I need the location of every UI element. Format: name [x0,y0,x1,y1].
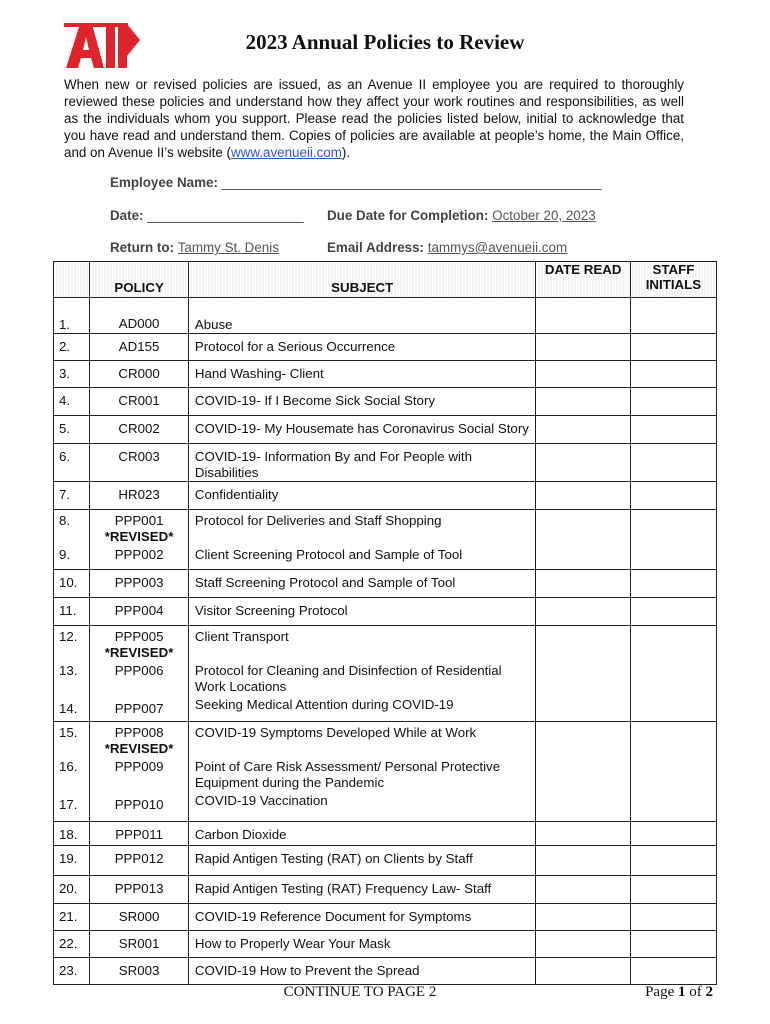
row-number-text: 7. [59,487,71,502]
row-number [54,876,90,904]
table-row [54,482,717,510]
staff-initials-cell[interactable] [630,388,716,416]
table-row [54,510,717,570]
policy-subject-text: Point of Care Risk Assessment/ Personal Protective Equipment during the Pandemic [194,759,501,790]
staff-initials-cell[interactable] [630,361,716,388]
row-number-text: 14. [59,701,78,716]
policy-subject-text: Staff Screening Protocol and Sample of Tool [194,575,456,590]
staff-initials-cell[interactable] [630,722,716,822]
staff-initials-cell[interactable] [630,334,716,361]
row-number-text: 11. [59,603,77,618]
row-number-text: 4. [59,393,71,408]
policy-subject [188,570,536,598]
staff-initials-cell[interactable] [630,876,716,904]
policy-code-text: PPP010 [114,797,164,812]
policy-subject-text: Hand Washing- Client [194,366,324,381]
policy-code-text: HR023 [118,487,160,502]
policy-subject-text: Visitor Screening Protocol [194,603,348,618]
row-number [54,482,90,510]
policy-subject-text: COVID-19- If I Become Sick Social Story [194,393,436,408]
policy-subject-text: Carbon Dioxide [194,827,287,842]
policy-subject [188,444,536,482]
revised-badge: *REVISED* [104,529,174,544]
policy-subject-text: Protocol for Deliveries and Staff Shopping [194,513,442,528]
row-number-text: 17. [59,797,78,812]
header-date-read: DATE READ [536,262,630,298]
policy-subject-text: Seeking Medical Attention during COVID-19 [194,697,454,712]
header-staff-initials: STAFF INITIALS [630,262,716,298]
row-number [54,626,90,722]
policy-subject-text: Client Transport [194,629,289,644]
policy-code-text: PPP012 [114,851,164,866]
header-number [54,262,90,298]
row-number [54,334,90,361]
table-row [54,626,717,722]
policy-code [90,931,189,958]
policy-code-text: PPP009 [114,759,164,774]
staff-initials-cell[interactable] [630,510,716,570]
page-number: Page 1 of 2 [645,984,713,1000]
policy-subject [188,931,536,958]
email-address-field: Email Address: tammys@avenueii.com [327,240,568,255]
policy-code-text: PPP006 [114,663,164,678]
staff-initials-cell[interactable] [630,958,716,985]
policy-code [90,361,189,388]
header-subject: SUBJECT [188,262,536,298]
policy-code-text: PPP003 [114,575,164,590]
table-row [54,298,717,334]
policy-code-text: PPP013 [114,881,164,896]
continue-note: CONTINUE TO PAGE 2 [283,984,437,1000]
policy-subject [188,510,536,570]
date-read-cell[interactable] [536,822,630,846]
table-row [54,958,717,985]
row-number [54,298,90,334]
staff-initials-cell[interactable] [630,904,716,931]
row-number-text: 23. [59,963,78,978]
policy-code [90,958,189,985]
date-read-cell[interactable] [536,388,630,416]
policy-subject-text: Rapid Antigen Testing (RAT) on Clients by Staff [194,851,473,866]
policy-code-text: AD155 [118,339,160,354]
policies-table [53,261,717,985]
policy-code [90,334,189,361]
staff-initials-cell[interactable] [630,822,716,846]
policy-subject-text: Protocol for Cleaning and Disinfection of Residential Work Locations [194,663,502,694]
policy-subject-text: COVID-19 How to Prevent the Spread [194,963,420,978]
table-row [54,846,717,876]
header-policy: POLICY [90,262,189,298]
policy-code-text: CR003 [118,449,160,464]
policy-code-text: CR000 [118,366,160,381]
row-number-text: 5. [59,421,71,436]
date-read-cell[interactable] [536,598,630,626]
staff-initials-cell[interactable] [630,570,716,598]
table-row [54,388,717,416]
row-number [54,510,90,570]
staff-initials-cell[interactable] [630,931,716,958]
row-number [54,570,90,598]
staff-initials-cell[interactable] [630,846,716,876]
policy-subject-text: COVID-19 Reference Document for Symptoms [194,909,472,924]
policy-subject-text: Client Screening Protocol and Sample of Tool [194,547,463,562]
policy-code-text: PPP011 [115,827,163,842]
date-read-cell[interactable] [536,722,630,822]
row-number-text: 10. [59,575,78,590]
table-row [54,904,717,931]
row-number [54,904,90,931]
staff-initials-cell[interactable] [630,598,716,626]
policy-code [90,626,189,722]
table-row [54,570,717,598]
table-row [54,444,717,482]
policy-subject-text: Abuse [194,317,233,332]
date-read-cell[interactable] [536,904,630,931]
row-number-text: 8. [59,513,71,528]
row-number-text: 21. [59,909,78,924]
table-row [54,598,717,626]
policy-code [90,416,189,444]
table-row [54,416,717,444]
staff-initials-cell[interactable] [630,444,716,482]
policy-subject [188,298,536,334]
policy-subject-text: COVID-19 Symptoms Developed While at Work [194,725,477,740]
policy-subject-text: COVID-19 Vaccination [194,793,328,808]
policy-code [90,570,189,598]
row-number-text: 6. [59,449,71,464]
date-read-cell[interactable] [536,361,630,388]
table-row [54,931,717,958]
date-read-cell[interactable] [536,444,630,482]
policy-code-text: PPP007 [114,701,164,716]
row-number-text: 12. [59,629,78,644]
row-number-text: 9. [59,547,71,562]
policy-subject [188,846,536,876]
policy-code-text: SR001 [118,936,160,951]
date-read-cell[interactable] [536,958,630,985]
table-row [54,361,717,388]
policy-subject [188,722,536,822]
due-date-field: Due Date for Completion: October 20, 2023 [327,208,596,223]
date-read-cell[interactable] [536,298,630,334]
date-read-cell[interactable] [536,846,630,876]
row-number [54,388,90,416]
policy-code [90,846,189,876]
policy-subject [188,822,536,846]
policy-subject [188,388,536,416]
staff-initials-cell[interactable] [630,626,716,722]
row-number-text: 20. [59,881,78,896]
table-row [54,334,717,361]
revised-badge: *REVISED* [104,645,174,660]
row-number-text: 15. [59,725,78,740]
policy-code [90,876,189,904]
policy-code [90,904,189,931]
date-read-cell[interactable] [536,334,630,361]
employee-name-field[interactable]: Employee Name: ___________________________________________________ [110,175,602,190]
row-number-text: 18. [59,827,78,842]
policy-subject-text: Protocol for a Serious Occurrence [194,339,396,354]
policy-subject [188,626,536,722]
policy-code-text: PPP005 [114,629,164,644]
row-number [54,361,90,388]
row-number [54,958,90,985]
policy-code [90,598,189,626]
policy-code [90,822,189,846]
date-field[interactable]: Date: _____________________ [110,208,304,223]
date-read-cell[interactable] [536,876,630,904]
policy-code-text: CR001 [118,393,160,408]
page-title: 2023 Annual Policies to Review [245,30,525,54]
row-number [54,931,90,958]
row-number [54,822,90,846]
revised-badge: *REVISED* [104,741,174,756]
policy-subject-text: COVID-19- Information By and For People with Disabilities [194,449,473,480]
staff-initials-cell[interactable] [630,482,716,510]
policy-code-text: CR002 [118,421,160,436]
table-row [54,822,717,846]
date-read-cell[interactable] [536,482,630,510]
row-number-text: 2. [59,339,71,354]
policy-subject-text: Confidentiality [194,487,279,502]
row-number [54,722,90,822]
table-row [54,876,717,904]
row-number-text: 3. [59,366,71,381]
website-link[interactable]: www.avenueii.com [231,145,342,160]
row-number [54,846,90,876]
row-number-text: 22. [59,936,78,951]
policy-subject [188,958,536,985]
intro-paragraph: When new or revised policies are issued, as an Avenue II employee you are required to thoroughly reviewed these policies and understand how they affect your work routines and responsibilities, as well as the individuals whom you support. Please read the policies listed below, initial to acknowledge that you have read and understand them. Copies of policies are available at people’s home, the Main Office, and on Avenue II’s website (www.avenueii.com). [64,77,684,160]
row-number-text: 16. [59,759,78,774]
policy-subject-text: How to Properly Wear Your Mask [194,936,391,951]
policy-code-text: SR000 [118,909,160,924]
policy-code [90,722,189,822]
row-number-text: 19. [59,851,78,866]
row-number [54,416,90,444]
row-number-text: 1. [59,317,71,332]
date-read-cell[interactable] [536,626,630,722]
row-number [54,444,90,482]
policy-subject [188,416,536,444]
policy-code-text: PPP008 [114,725,164,740]
policy-code [90,444,189,482]
policy-subject-text: COVID-19- My Housemate has Coronavirus Social Story [194,421,529,436]
staff-initials-cell[interactable] [630,298,716,334]
policy-code [90,482,189,510]
policy-code-text: AD000 [118,316,160,331]
policy-code [90,298,189,334]
policy-subject [188,904,536,931]
date-read-cell[interactable] [536,416,630,444]
policy-subject [188,876,536,904]
row-number [54,598,90,626]
policy-subject [188,334,536,361]
date-read-cell[interactable] [536,510,630,570]
return-to-field: Return to: Tammy St. Denis [110,240,279,255]
policy-code [90,510,189,570]
date-read-cell[interactable] [536,931,630,958]
date-read-cell[interactable] [536,570,630,598]
policy-subject-text: Rapid Antigen Testing (RAT) Frequency Law- Staff [194,881,492,896]
policy-code-text: PPP004 [114,603,164,618]
policy-subject [188,361,536,388]
staff-initials-cell[interactable] [630,416,716,444]
policy-code-text: SR003 [118,963,160,978]
policy-code-text: PPP001 [114,513,164,528]
policy-code [90,388,189,416]
policy-code-text: PPP002 [114,547,164,562]
row-number-text: 13. [59,663,78,678]
policy-subject [188,482,536,510]
policy-subject [188,598,536,626]
table-row [54,722,717,822]
